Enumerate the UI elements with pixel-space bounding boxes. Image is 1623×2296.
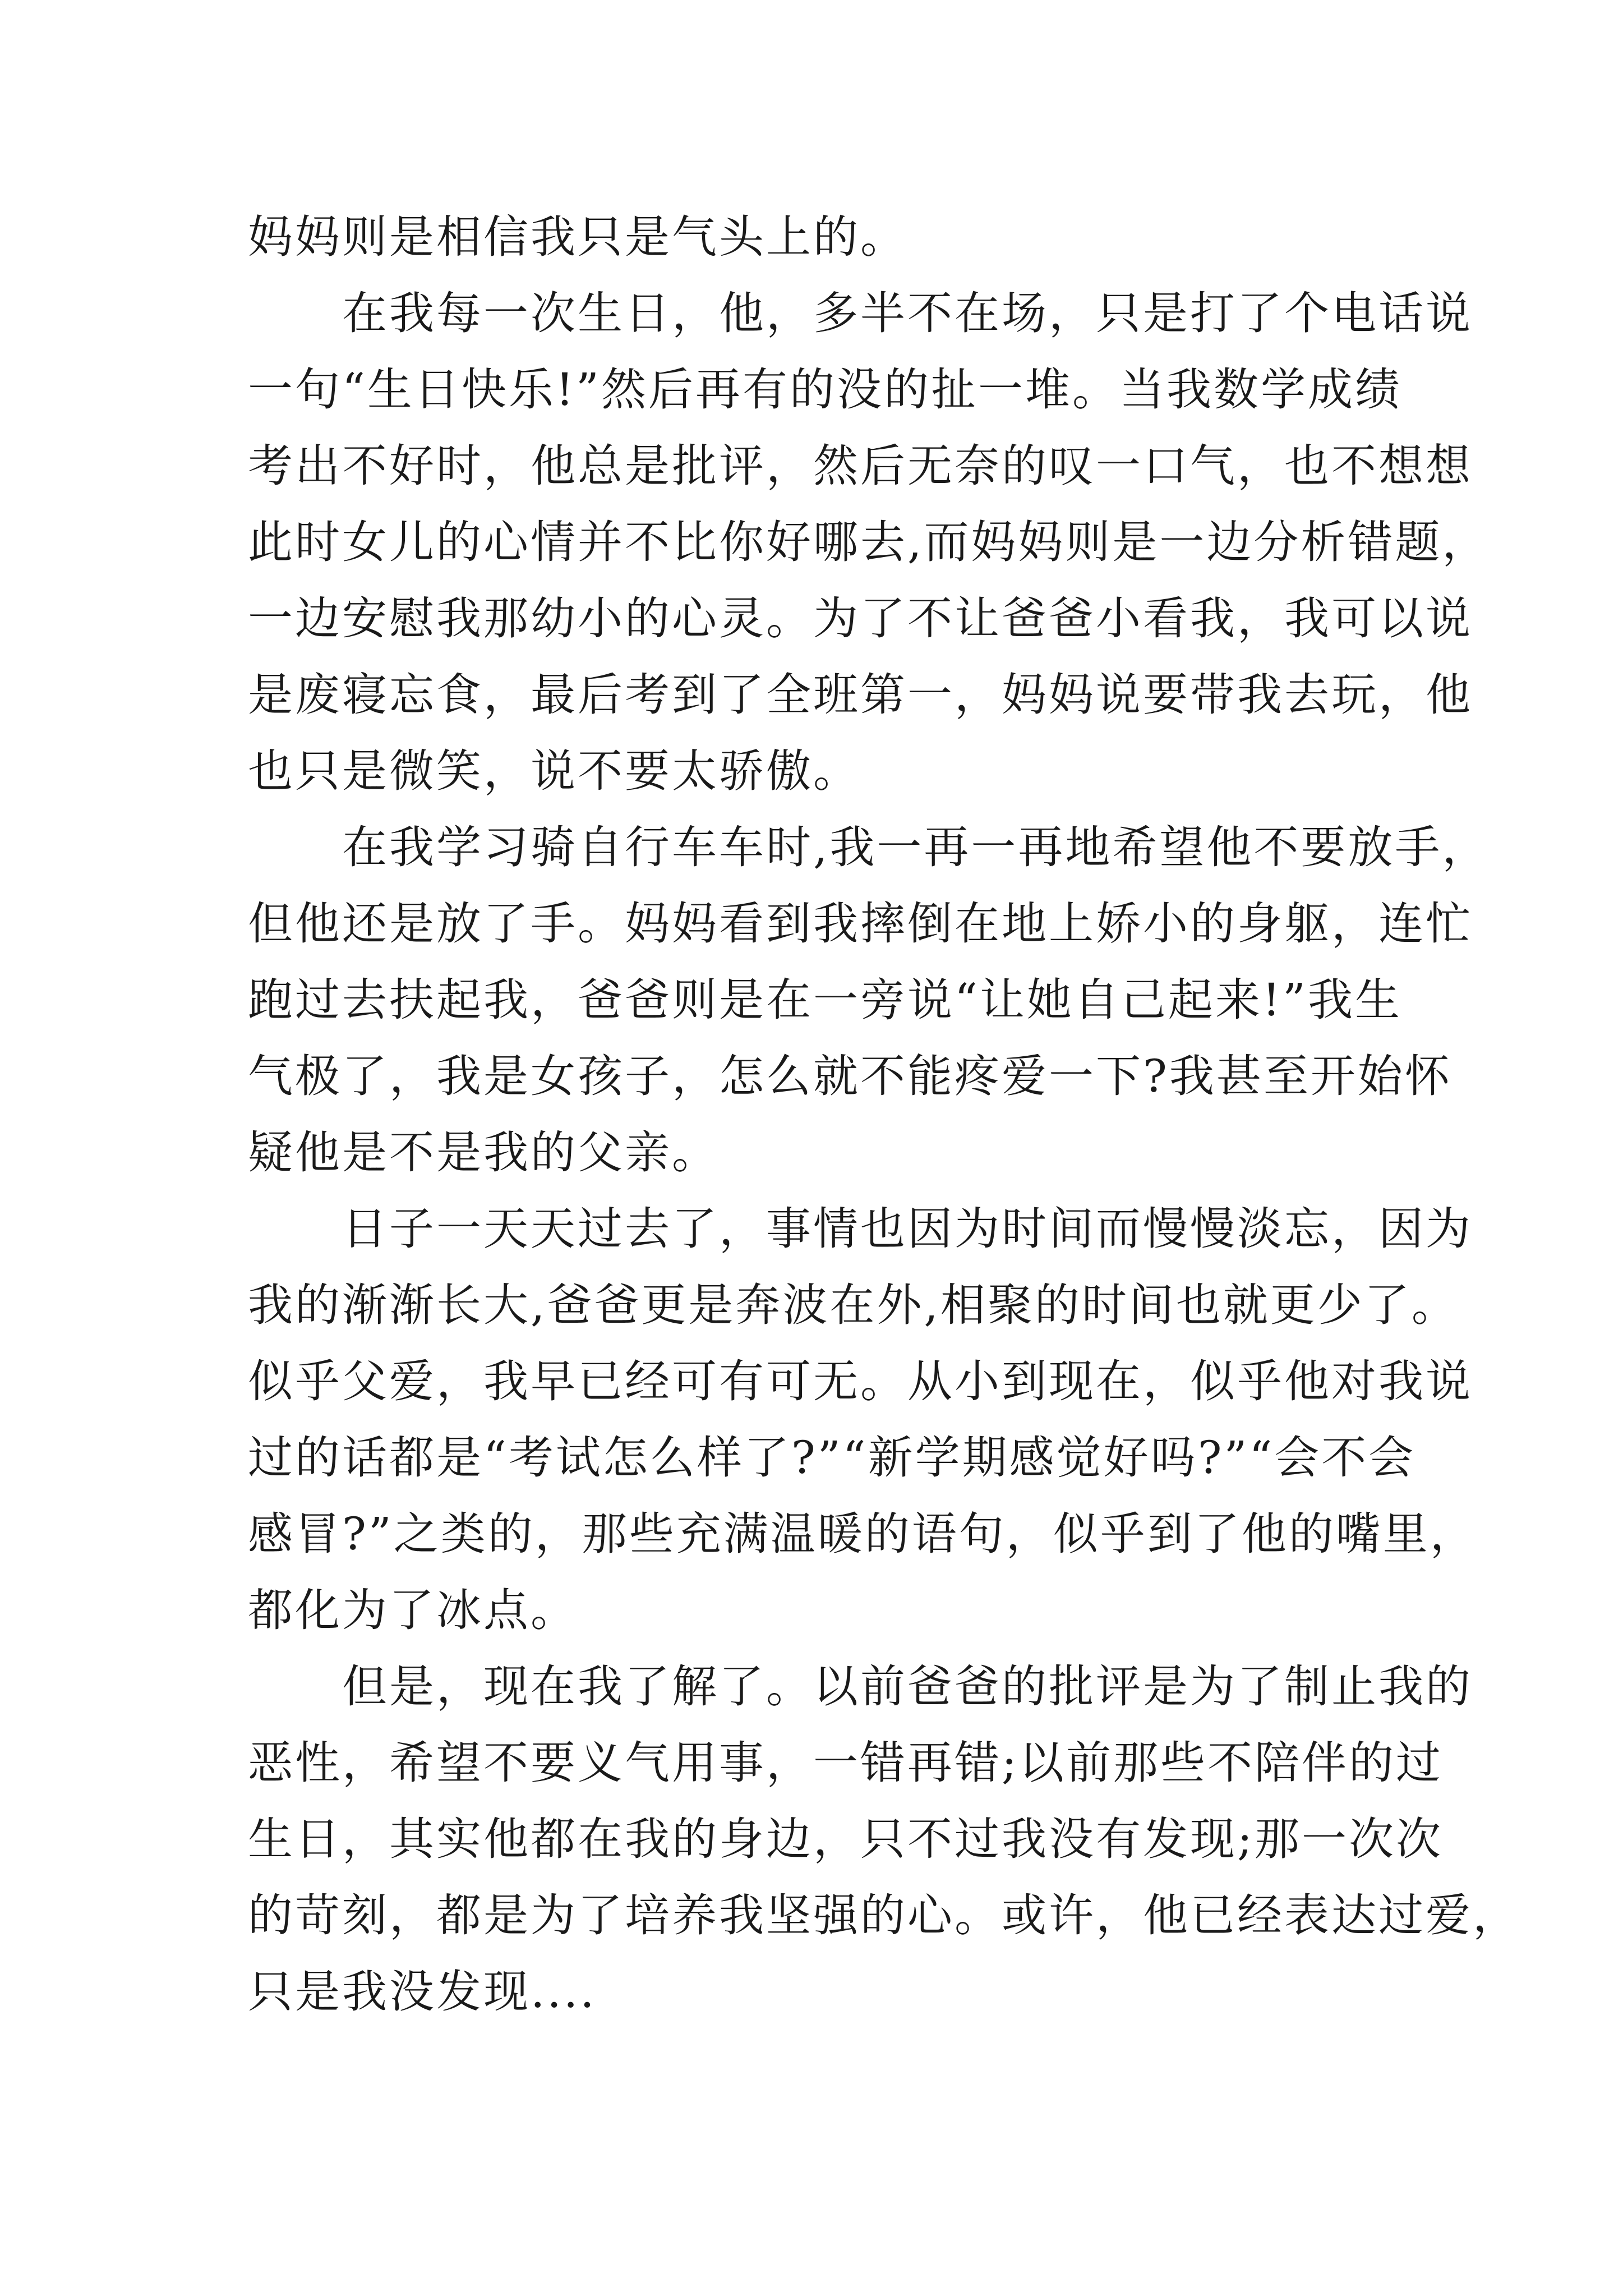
text-line: 一边安慰我那幼小的心灵。为了不让爸爸小看我，我可以说 bbox=[248, 592, 1473, 645]
text-line: 似乎父爱，我早已经可有可无。从小到现在，似乎他对我说 bbox=[248, 1355, 1473, 1407]
document-body bbox=[248, 199, 1520, 2030]
text-line: 过的话都是“考试怎么样了?”“新学期感觉好吗?”“会不会 bbox=[248, 1432, 1416, 1484]
text-line: 妈妈则是相信我只是气头上的。 bbox=[248, 211, 907, 263]
text-line: 疑他是不是我的父亲。 bbox=[248, 1126, 719, 1179]
paragraph bbox=[248, 809, 1490, 1191]
text-line: 但他还是放了手。妈妈看到我摔倒在地上娇小的身躯，连忙 bbox=[248, 898, 1473, 950]
text-line: 都化为了冰点。 bbox=[248, 1584, 578, 1636]
text-line: 的苛刻，都是为了培养我坚强的心。或许，他已经表达过爱， bbox=[248, 1889, 1520, 1941]
text-line: 但是，现在我了解了。以前爸爸的批评是为了制止我的 bbox=[342, 1660, 1473, 1713]
text-line: 跑过去扶起我，爸爸则是在一旁说“让她自己起来!”我生 bbox=[248, 974, 1402, 1026]
text-line: 气极了，我是女孩子，怎么就不能疼爱一下?我甚至开始怀 bbox=[248, 1050, 1452, 1102]
text-line: 也只是微笑，说不要太骄傲。 bbox=[248, 745, 860, 797]
text-line: 考出不好时，他总是批评，然后无奈的叹一口气，也不想想 bbox=[248, 440, 1473, 492]
text-line: 感冒?”之类的，那些充满温暖的语句，似乎到了他的嘴里， bbox=[248, 1508, 1477, 1560]
text-line: 一句“生日快乐!”然后再有的没的扯一堆。当我数学成绩 bbox=[248, 364, 1402, 416]
paragraph bbox=[248, 275, 1490, 809]
text-line: 我的渐渐长大,爸爸更是奔波在外,相聚的时间也就更少了。 bbox=[248, 1279, 1459, 1331]
text-line: 在我每一次生日，他，多半不在场，只是打了个电话说 bbox=[342, 287, 1473, 339]
paragraph bbox=[248, 1649, 1520, 2030]
text-line: 恶性，希望不要义气用事，一错再错;以前那些不陪伴的过 bbox=[248, 1737, 1443, 1789]
paragraph bbox=[248, 1191, 1477, 1649]
text-line: 此时女儿的心情并不比你好哪去,而妈妈则是一边分析错题， bbox=[248, 516, 1490, 568]
text-line: 日子一天天过去了，事情也因为时间而慢慢淡忘，因为 bbox=[342, 1203, 1473, 1255]
text-line: 只是我没发现.... bbox=[248, 1966, 597, 2018]
text-line: 是废寝忘食，最后考到了全班第一，妈妈说要带我去玩，他 bbox=[248, 669, 1473, 721]
text-line: 生日，其实他都在我的身边，只不过我没有发现;那一次次 bbox=[248, 1813, 1443, 1865]
text-line: 在我学习骑自行车车时,我一再一再地希望他不要放手， bbox=[342, 821, 1490, 873]
paragraph bbox=[248, 199, 1392, 275]
